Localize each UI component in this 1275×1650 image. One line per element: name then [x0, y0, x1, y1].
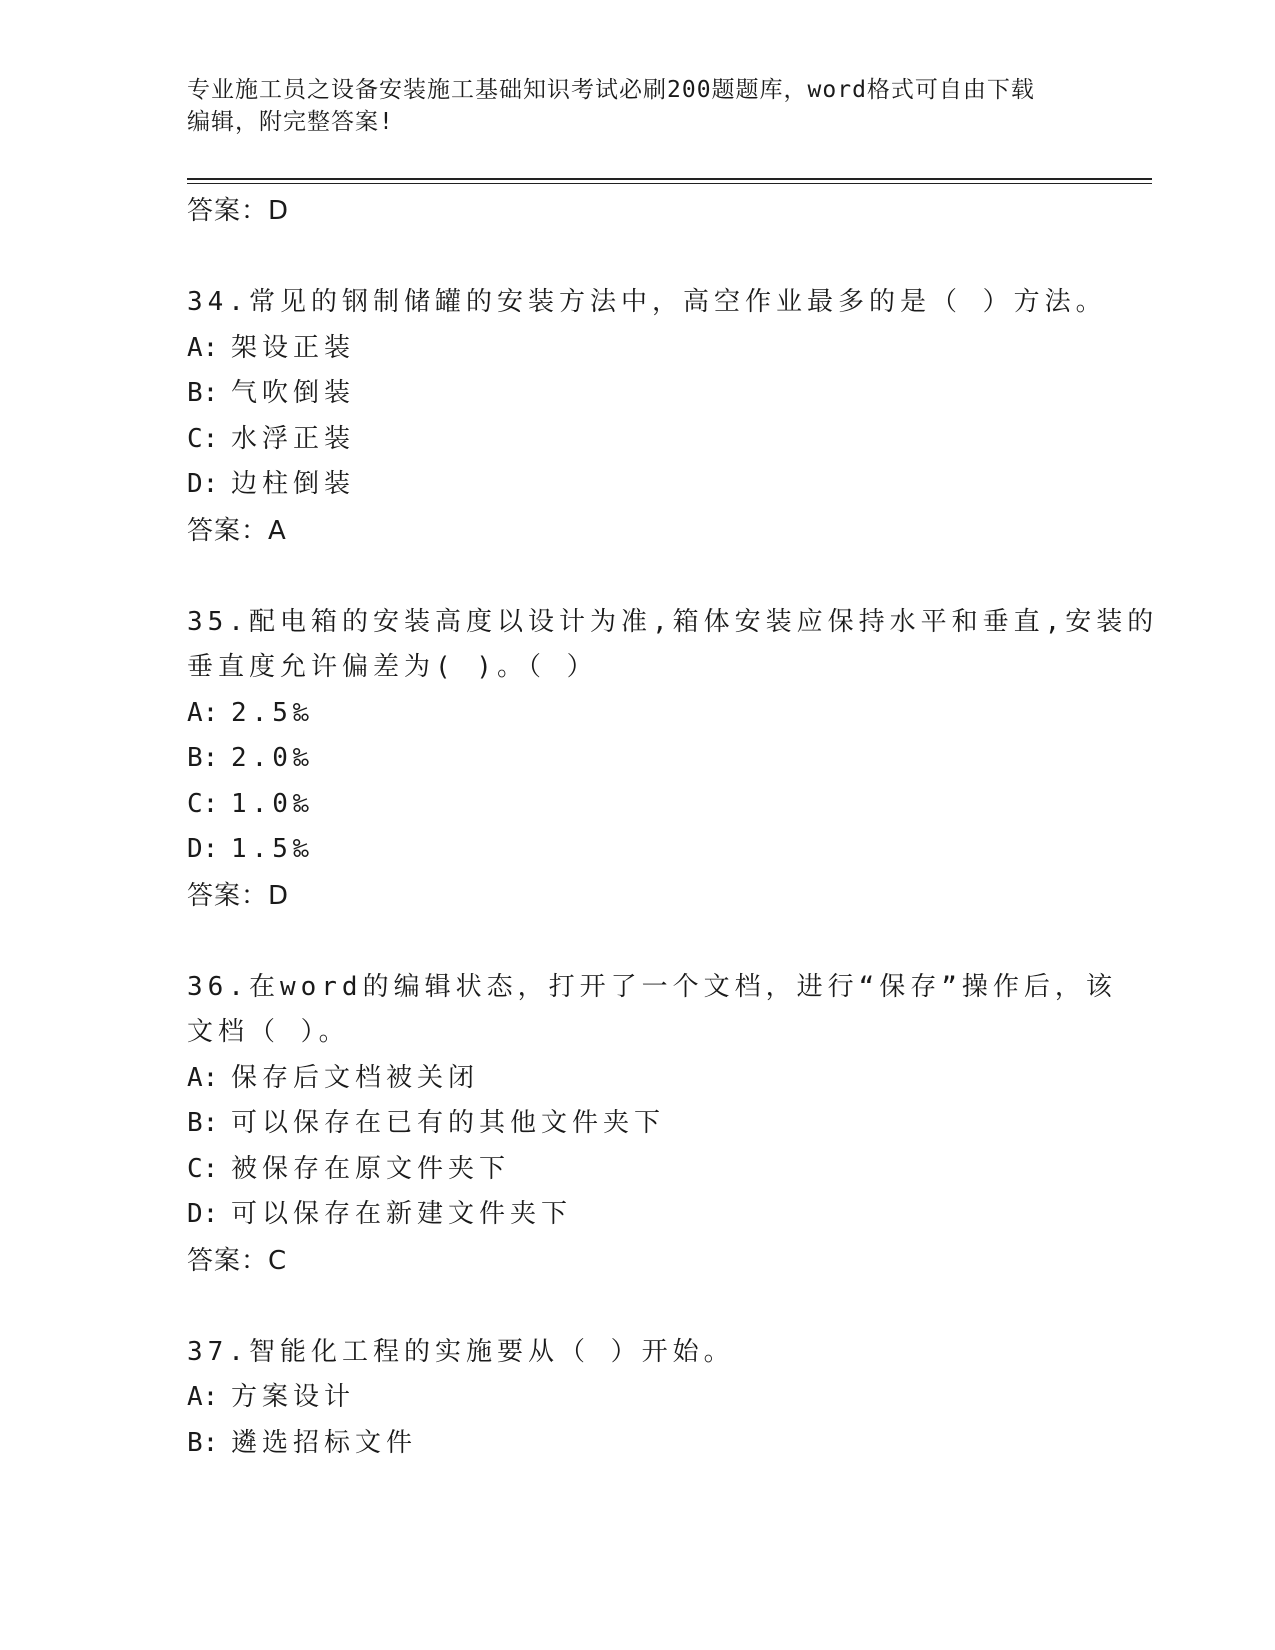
- option-label: C:: [187, 423, 219, 454]
- option-text: 边柱倒装: [231, 469, 356, 499]
- option-text: 架设正装: [231, 332, 356, 363]
- question-36-option-a: [187, 1056, 1087, 1102]
- option-text: 2.0‰: [231, 743, 314, 773]
- header-divider-thick: [187, 178, 1152, 180]
- option-text: 可以保存在已有的其他文件夹下: [231, 1108, 666, 1138]
- question-36-stem-line-2: 文档（ ）。: [187, 1017, 350, 1047]
- header-line-1: 专业施工员之设备安装施工基础知识考试必刷200题题库，word格式可自由下载: [187, 77, 1035, 103]
- header-line-2: 编辑，附完整答案!: [187, 109, 394, 135]
- question-37-option-b: [187, 1421, 1087, 1467]
- option-label: A:: [187, 1382, 219, 1412]
- question-34-option-d: [187, 462, 1087, 508]
- option-text: 1.0‰: [231, 788, 314, 819]
- option-label: D:: [187, 1199, 219, 1229]
- question-37: [187, 1330, 1087, 1467]
- option-label: B:: [187, 1427, 219, 1458]
- option-label: B:: [187, 378, 219, 408]
- question-34-option-a: [187, 326, 1087, 372]
- spacer: [187, 919, 1087, 965]
- option-text: 1.5‰: [231, 834, 314, 864]
- question-35-stem-line-2: 垂直度允许偏差为( )。（ ）: [187, 652, 598, 682]
- question-37-stem: 37.智能化工程的实施要从（ ）开始。: [187, 1336, 735, 1367]
- option-label: D:: [187, 834, 219, 864]
- question-35-option-a: [187, 691, 1087, 737]
- option-text: 遴选招标文件: [231, 1427, 418, 1458]
- question-35-option-d: [187, 827, 1087, 873]
- option-text: 可以保存在新建文件夹下: [231, 1199, 573, 1229]
- option-label: B:: [187, 1108, 219, 1138]
- option-text: 气吹倒装: [231, 378, 356, 408]
- option-text: 保存后文档被关闭: [231, 1062, 480, 1093]
- option-label: C:: [187, 1153, 219, 1184]
- question-34-answer: 答案：A: [187, 515, 287, 546]
- option-text: 被保存在原文件夹下: [231, 1153, 511, 1184]
- spacer: [187, 1284, 1087, 1330]
- spacer: [187, 554, 1087, 600]
- answer-previous: 答案：D: [187, 196, 290, 226]
- question-36: [187, 965, 1117, 1284]
- option-text: 2.5‰: [231, 697, 314, 728]
- spacer: [187, 234, 1087, 280]
- question-36-stem-line-1: 36.在word的编辑状态，打开了一个文档，进行“保存”操作后，该: [187, 971, 1117, 1002]
- document-header: [187, 74, 1087, 138]
- question-34-option-c: [187, 417, 1087, 463]
- option-label: A:: [187, 697, 219, 728]
- option-label: D:: [187, 469, 219, 499]
- question-35-option-b: [187, 736, 1087, 782]
- question-35-stem-line-1: 35.配电箱的安装高度以设计为准,箱体安装应保持水平和垂直,安装的: [187, 606, 1159, 637]
- option-label: B:: [187, 743, 219, 773]
- question-35-option-c: [187, 782, 1087, 828]
- option-text: 水浮正装: [231, 423, 356, 454]
- question-36-option-b: [187, 1101, 1087, 1147]
- question-35: [187, 600, 1159, 919]
- question-36-option-d: [187, 1192, 1087, 1238]
- question-35-answer: 答案：D: [187, 880, 290, 911]
- option-label: A:: [187, 1062, 219, 1093]
- question-34-stem: 34.常见的钢制储罐的安装方法中，高空作业最多的是（ ）方法。: [187, 287, 1107, 317]
- option-label: C:: [187, 788, 219, 819]
- question-34-option-b: [187, 371, 1087, 417]
- option-label: A:: [187, 332, 219, 363]
- question-37-option-a: [187, 1375, 1087, 1421]
- question-34: [187, 280, 1107, 554]
- question-36-answer: 答案：C: [187, 1245, 288, 1276]
- question-list: [187, 188, 1159, 1466]
- header-divider-thin: [187, 183, 1152, 184]
- option-text: 方案设计: [231, 1382, 356, 1412]
- question-36-option-c: [187, 1147, 1087, 1193]
